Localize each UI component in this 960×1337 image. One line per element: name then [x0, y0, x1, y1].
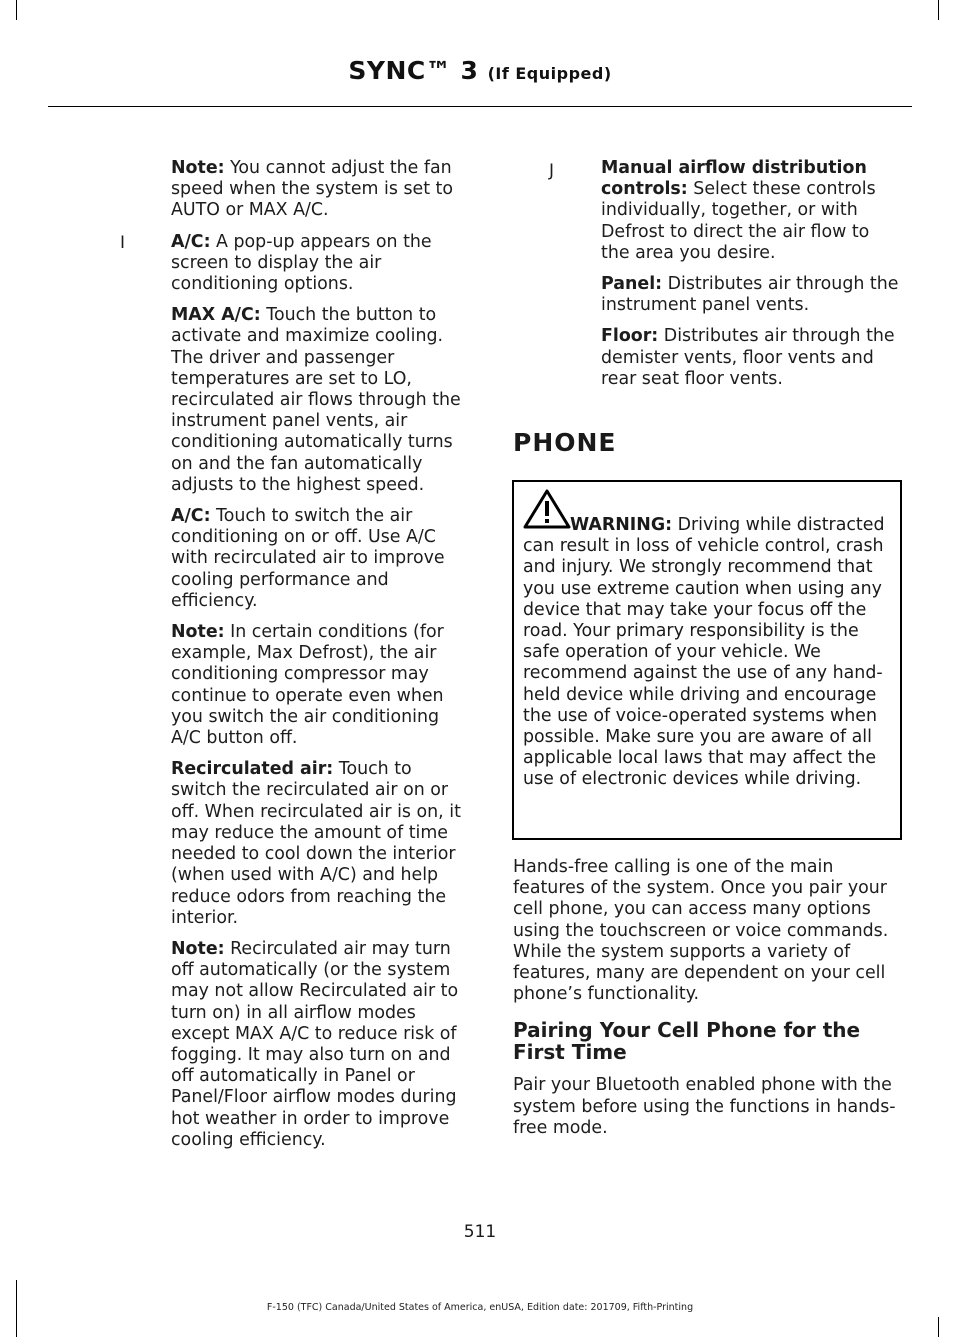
manual-airflow-label: Manual airflow distribution controls: [601, 158, 867, 200]
phone-intro: Hands-free calling is one of the main features of the system. Once you pair your cell phone, you can access many options using the touchscreen or voice commands. While the system supports a variety of features, many are dependent on your cell phone’s functionality. [513, 857, 889, 1005]
warning-box [512, 480, 902, 840]
ac-toggle-description: A/C: Touch to switch the air conditioning on or off. Use A/C with recirculated air to improve cooling performance and efficiency. [171, 506, 445, 611]
ac-toggle-label: A/C: [171, 506, 211, 527]
note-label: Note: [171, 938, 225, 959]
warning-label: WARNING: [570, 515, 673, 535]
right-column-lower [513, 857, 908, 1149]
max-ac-label: MAX A/C: [171, 305, 261, 326]
page-header [0, 56, 960, 85]
note-recirculated-air: Note: Recirculated air may turn off automatically (or the system may not allow Recirculated air to turn on) in all airflow modes except MAX A/C to reduce risk of fogging. It may also turn on and off automatically in Panel or Panel/Floor airflow modes during hot weather in order to improve cooling efficiency. [171, 938, 459, 1150]
recirculated-air-label: Recirculated air: [171, 759, 334, 780]
callout-marker-i: I [120, 233, 126, 253]
subheading-pairing: Pairing Your Cell Phone for the First Time [513, 1018, 861, 1065]
note-compressor: Note: In certain conditions (for example, Max Defrost), the air conditioning compressor may continue to operate even when you switch the air conditioning A/C button off. [171, 622, 444, 749]
note-fan-speed: Note: You cannot adjust the fan speed when the system is set to AUTO or MAX A/C. [171, 158, 454, 221]
floor-label: Floor: [601, 326, 659, 347]
header-subtitle: (If Equipped) [487, 64, 612, 83]
ac-description: A/C: A pop-up appears on the screen to display the air conditioning options. [171, 231, 432, 295]
crop-mark-top-right [938, 0, 939, 20]
right-column-upper [601, 158, 901, 400]
crop-mark-top-left [16, 0, 17, 20]
max-ac-description: MAX A/C: Touch the button to activate and maximize cooling. The driver and passenger temperatures are set to LO, recirculated air flows through the instrument panel vents, air conditioning automatically turns on and the fan automatically adjusts to the highest speed. [171, 305, 461, 495]
manual-airflow-description: Manual airflow distribution controls: Select these controls individually, together, or with Defrost to direct the air flow to the area you desire. [601, 158, 876, 263]
floor-description: Floor: Distributes air through the demister vents, floor vents and rear seat floor vents. [601, 326, 895, 389]
pairing-text: Pair your Bluetooth enabled phone with the system before using the functions in hands-free mode. [513, 1075, 896, 1138]
header-rule [48, 106, 912, 107]
callout-marker-j: J [549, 161, 555, 181]
left-column [171, 158, 469, 1161]
footer-edition: F-150 (TFC) Canada/United States of America, enUSA, Edition date: 201709, Fifth-Printing [266, 1302, 694, 1313]
crop-mark-bottom-right [938, 1317, 939, 1337]
note-label: Note: [171, 622, 225, 643]
ac-label: A/C: [171, 231, 211, 252]
page-number: 511 [463, 1222, 497, 1242]
header-title: SYNC™ 3 [348, 56, 479, 85]
recirculated-air-description: Recirculated air: Touch to switch the recirculated air on or off. When recirculated air is on, it may reduce the amount of time needed to cool down the interior (when used with A/C) and help reduce odors from reaching the interior. [171, 759, 461, 928]
panel-label: Panel: [601, 274, 663, 295]
panel-description: Panel: Distributes air through the instrument panel vents. [601, 274, 899, 316]
note-label: Note: [171, 158, 225, 178]
warning-text: WARNING: Driving while distracted can result in loss of vehicle control, crash and injury. We strongly recommend that you use extreme caution when using any device that may take your focus off the road. Your primary responsibility is the safe operation of your vehicle. We recommend against the use of any hand-held device while driving and encourage the use of voice-operated systems when possible. Make sure you are aware of all applicable local laws that may affect the use of electronic devices while driving. [523, 515, 885, 790]
section-heading-phone: PHONE [513, 428, 617, 457]
